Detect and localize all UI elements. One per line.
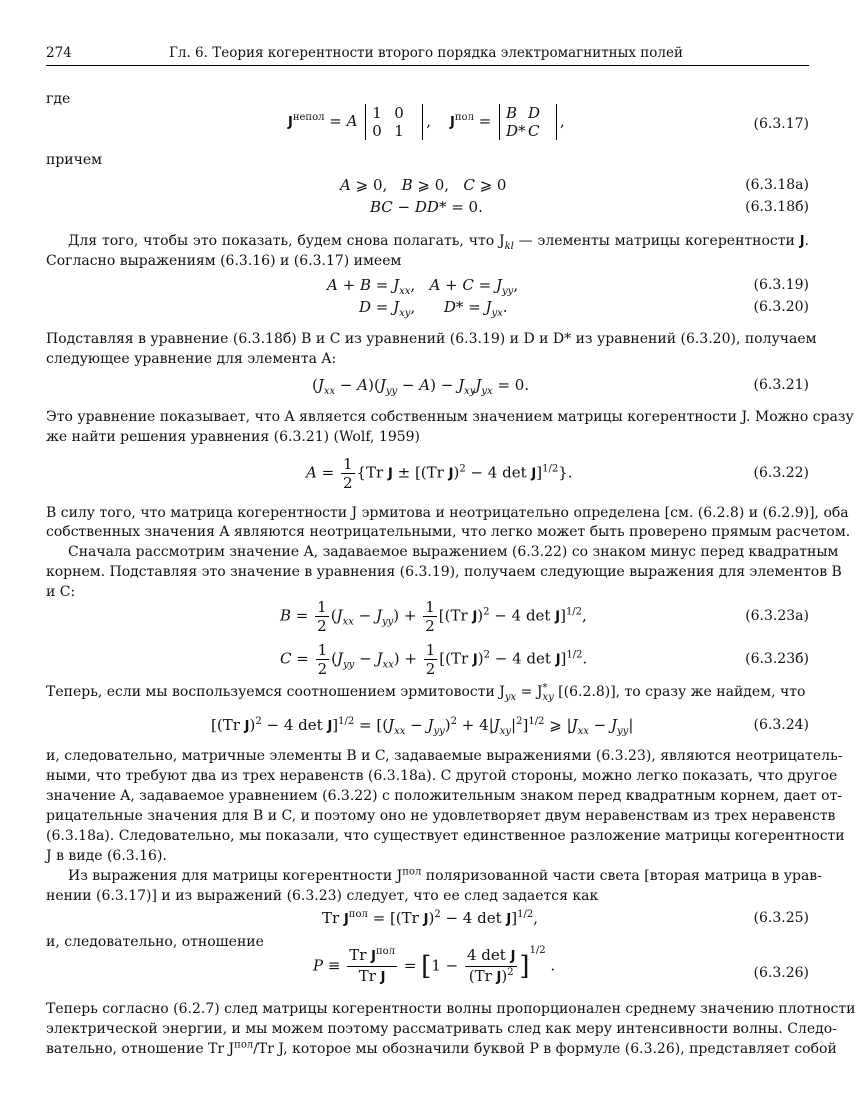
- p8-text-b: поляризованной части света [вторая матрица в урав-: [421, 868, 822, 884]
- paragraph-2-line-2: следующее уравнение для элемента A:: [46, 351, 337, 367]
- equation-6-3-18a: A ⩾ 0, B ⩾ 0, C ⩾ 0: [340, 176, 507, 194]
- eq25-superscript-pol: пол: [348, 909, 368, 920]
- equation-6-3-19: $A + B = J_{xx}$, $A + C = J_{yy}$,: [327, 276, 519, 297]
- paragraph-7-line-6: J в виде (6.3.16).: [46, 848, 167, 864]
- paragraph-1-line-1: Для того, чтобы это показать, будем снова полагать, что $J_{kl}$ — элементы матрицы когерентности J.: [68, 233, 809, 252]
- eq-number-6-3-21: (6.3.21): [753, 377, 809, 393]
- eq-number-6-3-23a: (6.3.23а): [745, 608, 809, 624]
- paragraph-5-line-2: корнем. Подставляя это значение в уравнения (6.3.19), получаем следующие выражения для элементов B: [46, 564, 842, 580]
- p1-text-a: Для того, чтобы это показать, будем снова полагать, что J: [68, 233, 505, 249]
- paragraph-7-line-4: рицательные значения для B и C, и поэтому оно не удовлетворяет двум неравенствам из трех неравенств: [46, 808, 836, 824]
- paragraph-2-line-1: Подставляя в уравнение (6.3.18б) B и C из уравнений (6.3.19) и D и D* из уравнений (6.3.20), получаем: [46, 331, 817, 347]
- p6-text-c: [(6.2.8)], то сразу же найдем, что: [553, 684, 806, 700]
- paragraph-5-line-1: Сначала рассмотрим значение A, задаваемое выражением (6.3.22) со знаком минус перед квадратным: [68, 544, 839, 560]
- p8-text-a: Из выражения для матрицы когерентности J: [68, 868, 403, 884]
- p1-text-b: — элементы матрицы когерентности: [513, 233, 800, 249]
- paragraph-4-line-2: собственных значения A являются неотрицательными, что легко может быть проверено прямым расчетом.: [46, 524, 851, 540]
- eq-number-6-3-22: (6.3.22): [753, 465, 809, 481]
- paragraph-7-line-5: (6.3.18а). Следовательно, мы показали, что существует единственное разложение матрицы когерентности: [46, 828, 845, 844]
- p10-text-b: /Tr J, которое мы обозначили буквой P в формуле (6.3.26), представляет собой: [253, 1041, 837, 1057]
- equation-6-3-22: A = $\frac{1}{2}$ {Tr J ± [(Tr J)$^2$ − 4 det J]$^{1/2}$}.: [306, 455, 573, 492]
- paragraph-10-line-1: Теперь согласно (6.2.7) след матрицы когерентности волны пропорционален среднему значению плотности: [46, 1001, 855, 1017]
- running-header: [46, 43, 809, 66]
- paragraph-10-line-3: [46, 1039, 837, 1059]
- p10-superscript-pol: пол: [234, 1039, 254, 1051]
- paragraph-where: где: [46, 91, 71, 107]
- equation-6-3-18b: BC − DD* = 0.: [370, 198, 483, 216]
- eq-number-6-3-18a: (6.3.18а): [745, 177, 809, 193]
- matrix-pol: B D D* C: [499, 104, 557, 140]
- paragraph-8-line-2: нении (6.3.17)] и из выражений (6.3.23) следует, что ее след задается как: [46, 888, 599, 904]
- eq-number-6-3-19: (6.3.19): [753, 277, 809, 293]
- superscript-pol: пол: [454, 112, 474, 123]
- eq26-superscript-pol: пол: [376, 946, 396, 957]
- equation-6-3-20: $D = J_{xy}$, $D* = J_{yx}$.: [359, 298, 508, 319]
- eq-number-6-3-24: (6.3.24): [753, 717, 809, 733]
- paragraph-9: и, следовательно, отношение: [46, 934, 264, 950]
- eq-number-6-3-17: (6.3.17): [753, 116, 809, 132]
- eq-number-6-3-20: (6.3.20): [753, 299, 809, 315]
- equation-6-3-17: $J^{непол} = A$ 1 0 0 1 , $J^{пол}$ = B D D* C ,: [288, 104, 565, 140]
- equation-6-3-26: P ≡ $\frac{Tr J^{пол}}{\text{Tr J}}$ = [1 − $\frac{\text{4 det J}}{(Tr J)^2}$ ]$^{1/2}$ .: [313, 944, 556, 985]
- p6-text-b: = J: [516, 684, 543, 700]
- paragraph-3-line-2: же найти решения уравнения (6.3.21) (Wolf, 1959): [46, 429, 421, 445]
- chapter-title: Гл. 6. Теория когерентности второго порядка электромагнитных полей: [168, 45, 683, 61]
- paragraph-4-line-1: В силу того, что матрица когерентности J эрмитова и неотрицательно определена [см. (6.2.8) и (6.2.9)], оба: [46, 505, 849, 521]
- eq-number-6-3-25: (6.3.25): [753, 910, 809, 926]
- paragraph-7-line-2: ными, что требуют два из трех неравенств (6.3.18а). С другой стороны, можно легко показать, что другое: [46, 768, 838, 784]
- equation-6-3-25: Tr $J^{пол} = [(Tr$ J)$^2$ − 4 det J]$^{1/2}$,: [322, 909, 538, 927]
- paragraph-5-line-3: и C:: [46, 584, 76, 600]
- paragraph-10-line-2: электрической энергии, и мы можем поэтому рассматривать след как меру интенсивности волны. Следо-: [46, 1021, 837, 1037]
- eq-number-6-3-26: (6.3.26): [753, 965, 809, 981]
- equation-6-3-23b: C = $\frac{1}{2}$ $(J_{yy} - J_{xx})$ + $\frac{1}{2}$ [(Tr J)$^2$ − 4 det J]$^{1/2}$.: [280, 641, 588, 678]
- p8-superscript-pol: пол: [402, 866, 422, 878]
- paragraph-6-line-1: Теперь, если мы воспользуемся соотношением эрмитовости $J_{yx} = J^*_{xy}$ [(6.2.8)], то сразу же найдем, что: [46, 682, 806, 703]
- page-number: 274: [46, 45, 72, 61]
- p10-text-a: вательно, отношение Tr J: [46, 1041, 235, 1057]
- equation-6-3-24: [(Tr J)$^2$ − 4 $\det J]^{1/2} = [(J_{xx} - J_{yy})^2 + 4|J_{xy}|^2]^{1/2}$ ⩾ $|J_{xx} - J_{yy}|$: [211, 716, 634, 737]
- p6-text-a: Теперь, если мы воспользуемся соотношением эрмитовости J: [46, 684, 505, 700]
- paragraph-8-line-1: [46, 866, 822, 886]
- eq-number-6-3-23b: (6.3.23б): [745, 651, 809, 667]
- matrix-unpol: 1 0 0 1: [365, 104, 423, 140]
- paragraph-7-line-3: значение A, задаваемое уравнением (6.3.22) с положительным знаком перед квадратным корнем, дает от-: [46, 788, 843, 804]
- paragraph-moreover: причем: [46, 152, 103, 168]
- paragraph-1-line-2: Согласно выражениям (6.3.16) и (6.3.17) имеем: [46, 253, 402, 269]
- equation-6-3-21: $(J_{xx} - A)(J_{yy} - A) - J_{xy}J_{yx} = 0$.: [312, 376, 530, 397]
- equation-6-3-23a: B = $\frac{1}{2}$ $(J_{xx} - J_{yy})$ + $\frac{1}{2}$ [(Tr J)$^2$ − 4 det J]$^{1/2}$,: [280, 598, 587, 635]
- eq-number-6-3-18b: (6.3.18б): [745, 199, 809, 215]
- paragraph-7-line-1: и, следовательно, матричные элементы B и C, задаваемые выражениями (6.3.23), являются неотрицатель-: [46, 748, 843, 764]
- paragraph-3-line-1: Это уравнение показывает, что A является собственным значением матрицы когерентности J. Можно сразу: [46, 409, 854, 425]
- superscript-unpol: непол: [292, 112, 325, 123]
